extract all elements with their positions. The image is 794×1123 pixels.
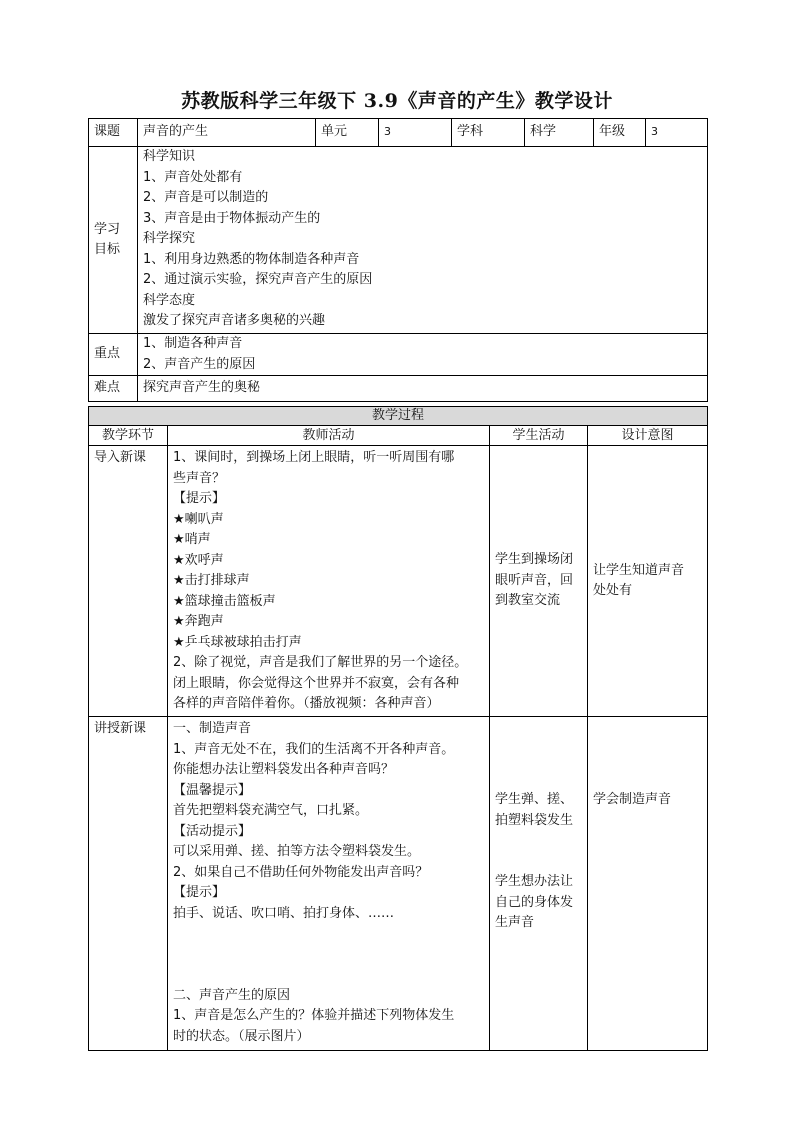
goals-label-line: 学习 <box>94 221 121 237</box>
teacher-line: 各样的声音陪伴着你。（播放视频：各种声音） <box>173 696 440 711</box>
student-line: 眼听声音，回 <box>495 572 574 588</box>
process-section-title: 教学过程 <box>89 407 708 426</box>
grade-label: 年级 <box>594 119 646 147</box>
teacher-line: 【温馨提示】 <box>173 782 252 798</box>
intent-line: 让学生知道声音 <box>593 562 685 578</box>
teacher-line: ★奔跑声 <box>173 614 224 629</box>
process-table <box>88 406 708 1051</box>
spacer <box>495 831 582 852</box>
intent-line: 学会制造声音 <box>593 792 672 807</box>
teacher-line: 1、声音无处不在，我们的生活离不开各种声音。 <box>173 741 455 757</box>
difficulty-value: 探究声音产生的奥秘 <box>138 376 708 402</box>
goal-line: 2、通过演示实验，探究声音产生的原因 <box>143 272 373 287</box>
goal-line: 科学知识 <box>143 149 196 164</box>
table-row <box>89 446 708 717</box>
stage-cell: 讲授新课 <box>89 717 168 1051</box>
goals-label <box>89 147 138 334</box>
header-student: 学生活动 <box>490 426 588 446</box>
intent-line: 处处有 <box>593 583 633 598</box>
teacher-line: 2、如果自己不借助任何外物能发出声音吗？ <box>173 864 429 880</box>
header-teacher: 教师活动 <box>168 426 490 446</box>
teacher-line <box>173 924 484 945</box>
teacher-line <box>173 965 484 986</box>
teacher-line: 二、声音产生的原因 <box>173 987 291 1003</box>
student-cell <box>490 446 588 717</box>
teacher-line: 【提示】 <box>173 885 226 900</box>
unit-value: 3 <box>379 119 452 147</box>
goal-line: 科学探究 <box>143 231 196 246</box>
info-table <box>88 118 708 402</box>
teacher-cell <box>168 717 490 1051</box>
teacher-line: 【提示】 <box>173 491 226 506</box>
teacher-line: 【活动提示】 <box>173 823 252 839</box>
teacher-line: ★篮球撞击篮板声 <box>173 593 276 609</box>
student-line: 学生想办法让 <box>495 874 574 889</box>
subject-label: 学科 <box>452 119 525 147</box>
teacher-line: 闭上眼睛，你会觉得这个世界并不寂寞，会有各种 <box>173 675 460 691</box>
grade-value: 3 <box>646 119 708 147</box>
difficulty-label: 难点 <box>89 376 138 402</box>
student-line: 拍塑料袋发生 <box>495 812 574 828</box>
student-cell <box>490 717 588 1051</box>
goal-line: 1、利用身边熟悉的物体制造各种声音 <box>143 251 360 267</box>
intent-cell <box>588 446 708 717</box>
goal-line: 1、声音处处都有 <box>143 169 243 185</box>
goal-line: 科学态度 <box>143 292 196 308</box>
student-line: 到教室交流 <box>495 593 561 609</box>
header-intent: 设计意图 <box>588 426 708 446</box>
header-stage: 教学环节 <box>89 426 168 446</box>
teacher-line: ★欢呼声 <box>173 552 224 568</box>
teacher-line: 一、制造声音 <box>173 721 252 736</box>
spacer <box>495 852 582 873</box>
teacher-line: ★喇叭声 <box>173 511 224 527</box>
teacher-line: ★击打排球声 <box>173 573 250 588</box>
teacher-line: 些声音？ <box>173 470 226 486</box>
teacher-line: 2、除了视觉，声音是我们了解世界的另一个途径。 <box>173 655 468 670</box>
goal-line: 激发了探究声音诸多奥秘的兴趣 <box>143 313 326 328</box>
student-line: 自己的身体发 <box>495 894 574 910</box>
stage-cell: 导入新课 <box>89 446 168 717</box>
keypoint-line: 1、制造各种声音 <box>143 336 243 351</box>
goals-label-line: 目标 <box>94 242 121 257</box>
teacher-line <box>173 945 484 966</box>
goal-line: 2、声音是可以制造的 <box>143 190 269 205</box>
goals-content <box>138 147 708 334</box>
teacher-line: 时的状态。（展示图片） <box>173 1028 310 1044</box>
topic-label: 课题 <box>89 119 138 147</box>
student-line: 学生到操场闭 <box>495 552 574 568</box>
teacher-line: 可以采用弹、搓、拍等方法令塑料袋发生。 <box>173 844 421 859</box>
teacher-line: ★乒乓球被球拍击打声 <box>173 634 302 650</box>
goal-line: 3、声音是由于物体振动产生的 <box>143 210 321 226</box>
teacher-line: 1、声音是怎么产生的？体验并描述下列物体发生 <box>173 1008 455 1023</box>
keypoints-label: 重点 <box>89 334 138 376</box>
teacher-line: 拍手、说话、吹口哨、拍打身体、…… <box>173 905 395 921</box>
teacher-line: 首先把塑料袋充满空气，口扎紧。 <box>173 803 369 818</box>
intent-cell <box>588 717 708 1051</box>
student-line: 生声音 <box>495 915 535 930</box>
page-title: 苏教版科学三年级下 3.9《声音的产生》教学设计 <box>181 90 613 112</box>
teacher-line: 你能想办法让塑料袋发出各种声音吗？ <box>173 762 395 777</box>
student-line: 学生弹、搓、 <box>495 792 574 807</box>
teacher-line: 1、课间时，到操场上闭上眼睛，听一听周围有哪 <box>173 450 455 465</box>
subject-value: 科学 <box>525 119 594 147</box>
teacher-cell <box>168 446 490 717</box>
teacher-line: ★哨声 <box>173 532 211 547</box>
keypoint-line: 2、声音产生的原因 <box>143 356 256 372</box>
topic-value: 声音的产生 <box>138 119 316 147</box>
unit-label: 单元 <box>316 119 379 147</box>
keypoints-content <box>138 334 708 376</box>
table-row <box>89 717 708 1051</box>
